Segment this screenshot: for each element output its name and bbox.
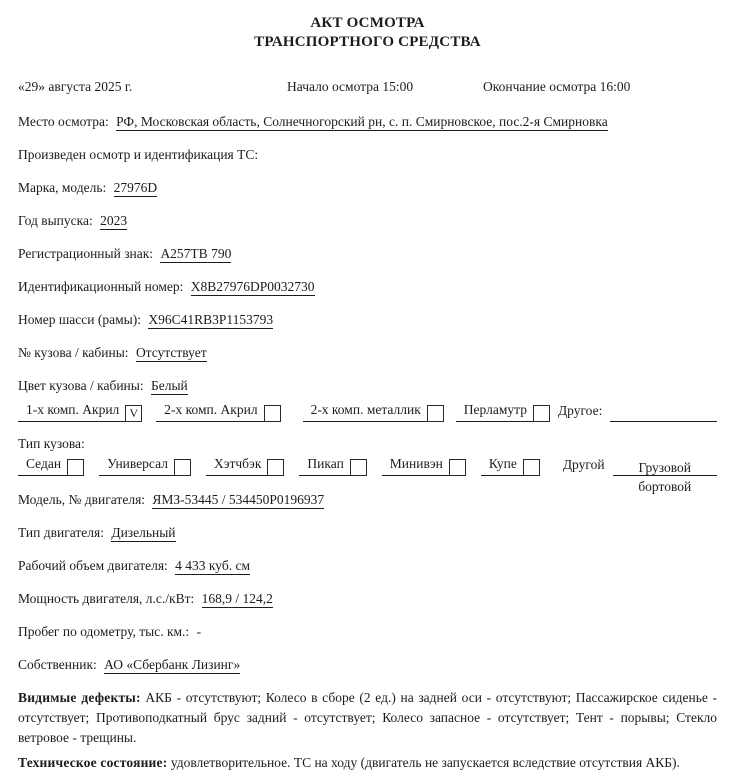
field-label: № кузова / кабины: <box>18 345 129 360</box>
field-inspection-statement <box>18 145 717 164</box>
body-type-option-label: Седан <box>18 454 67 476</box>
body-type-section-label: Тип кузова: <box>18 436 85 451</box>
field-chassis-number <box>18 310 717 329</box>
field-label: Тип двигателя: <box>18 525 104 540</box>
body-type-coupe-checkbox[interactable] <box>523 459 540 476</box>
field-label: Год выпуска: <box>18 213 93 228</box>
field-value: 27976D <box>113 180 158 195</box>
paint-option-acrylic-1k <box>18 400 142 422</box>
body-type-option-label: Минивэн <box>382 454 449 476</box>
paint-other-fill-line <box>610 404 717 422</box>
body-type-option-coupe <box>481 454 540 476</box>
title-line-1: АКТ ОСМОТРА <box>310 15 425 31</box>
field-label: Мощность двигателя, л.с./кВт: <box>18 591 195 606</box>
field-inspection-place <box>18 112 717 131</box>
field-vin <box>18 277 717 296</box>
inspection-start-time: Начало осмотра 15:00 <box>287 79 414 94</box>
body-type-sedan-checkbox[interactable] <box>67 459 84 476</box>
paint-option-label: 1-х комп. Акрил <box>18 400 125 422</box>
paint-option-pearl-checkbox[interactable] <box>533 405 550 422</box>
field-value: X96C41RB3P1153793 <box>148 312 274 327</box>
body-type-option-label: Купе <box>481 454 523 476</box>
body-type-hatchback-checkbox[interactable] <box>267 459 284 476</box>
inspection-date: «29» августа 2025 г. <box>18 79 133 94</box>
body-type-option-label: Пикап <box>299 454 349 476</box>
field-engine-displacement <box>18 556 717 575</box>
field-label: Цвет кузова / кабины: <box>18 378 144 393</box>
field-body-color <box>18 376 717 395</box>
body-type-option-label: Хэтчбэк <box>206 454 267 476</box>
field-value: А257ТВ 790 <box>160 246 232 261</box>
condition-paragraph <box>18 753 717 773</box>
paint-option-acrylic-2k-checkbox[interactable] <box>264 405 281 422</box>
paint-option-metallic-2k <box>303 400 444 422</box>
body-type-other-value: Грузовой бортовой <box>613 458 717 476</box>
condition-text: удовлетворительное. ТС на ходу (двигатель не запускается вследствие отсутствия АКБ). <box>170 755 680 770</box>
condition-label: Техническое состояние: <box>18 755 168 770</box>
body-type-row <box>18 454 717 494</box>
field-value: Белый <box>150 378 188 393</box>
field-label: Регистрационный знак: <box>18 246 154 261</box>
title-line-2: ТРАНСПОРТНОГО СРЕДСТВА <box>254 34 481 50</box>
paint-option-label: 2-х комп. Акрил <box>156 400 263 422</box>
field-value: 2023 <box>100 213 128 228</box>
field-label: Идентификационный номер: <box>18 279 184 294</box>
paint-other-label: Другое: <box>557 403 603 418</box>
field-engine-model <box>18 490 717 509</box>
field-value: АО «Сбербанк Лизинг» <box>104 657 241 672</box>
field-value: 168,9 / 124,2 <box>201 591 273 606</box>
body-type-minivan-checkbox[interactable] <box>449 459 466 476</box>
field-engine-power <box>18 589 717 608</box>
paint-option-acrylic-1k-checkbox[interactable]: V <box>125 405 142 422</box>
field-value: X8B27976DP0032730 <box>190 279 315 294</box>
field-value: - <box>196 624 202 639</box>
paint-type-row <box>18 400 717 422</box>
field-value: Дизельный <box>111 525 176 540</box>
paint-option-label: Перламутр <box>456 400 533 422</box>
field-label: Пробег по одометру, тыс. км.: <box>18 624 190 639</box>
field-label: Место осмотра: <box>18 114 109 129</box>
paint-option-pearl <box>456 400 550 422</box>
body-type-option-label: Универсал <box>99 454 174 476</box>
inspection-end-time: Окончание осмотра 16:00 <box>483 79 631 94</box>
field-value: Отсутствует <box>135 345 207 360</box>
field-body-number <box>18 343 717 362</box>
paint-option-acrylic-2k <box>156 400 280 422</box>
field-label: Произведен осмотр и идентификация ТС: <box>18 147 259 162</box>
body-type-other-label: Другой <box>562 457 605 472</box>
field-label: Марка, модель: <box>18 180 107 195</box>
field-value: ЯМЗ-53445 / 534450P0196937 <box>152 492 325 507</box>
field-owner <box>18 655 717 674</box>
field-label: Собственник: <box>18 657 97 672</box>
field-label: Модель, № двигателя: <box>18 492 146 507</box>
field-label: Рабочий объем двигателя: <box>18 558 168 573</box>
document-title <box>18 14 717 52</box>
defects-text: АКБ - отсутствуют; Колесо в сборе (2 ед.) на задней оси - отсутствуют; Пассажирское сиденье - отсутствует; Противоподкатный брус задний - отсутствует; Колесо запасное - отсутствует; Тент - порывы; Стекло ветровое - трещины. <box>18 690 718 745</box>
body-type-pickup-checkbox[interactable] <box>350 459 367 476</box>
field-value: РФ, Московская область, Солнечногорский рн, с. п. Смирновское, пос.2-я Смирновка <box>116 114 608 129</box>
field-year <box>18 211 717 230</box>
field-registration-plate <box>18 244 717 263</box>
body-type-wagon-checkbox[interactable] <box>174 459 191 476</box>
field-value: 4 433 куб. см <box>175 558 251 573</box>
header-date-row <box>18 77 717 96</box>
field-engine-type <box>18 523 717 542</box>
paint-option-label: 2-х комп. металлик <box>303 400 427 422</box>
defects-paragraph <box>18 688 717 748</box>
field-make-model <box>18 178 717 197</box>
body-type-option-hatchback <box>206 454 284 476</box>
body-type-option-pickup <box>299 454 366 476</box>
field-label: Номер шасси (рамы): <box>18 312 141 327</box>
body-type-option-sedan <box>18 454 84 476</box>
body-type-option-wagon <box>99 454 191 476</box>
body-type-option-minivan <box>382 454 466 476</box>
field-odometer <box>18 622 717 641</box>
defects-label: Видимые дефекты: <box>18 690 141 705</box>
paint-option-metallic-2k-checkbox[interactable] <box>427 405 444 422</box>
